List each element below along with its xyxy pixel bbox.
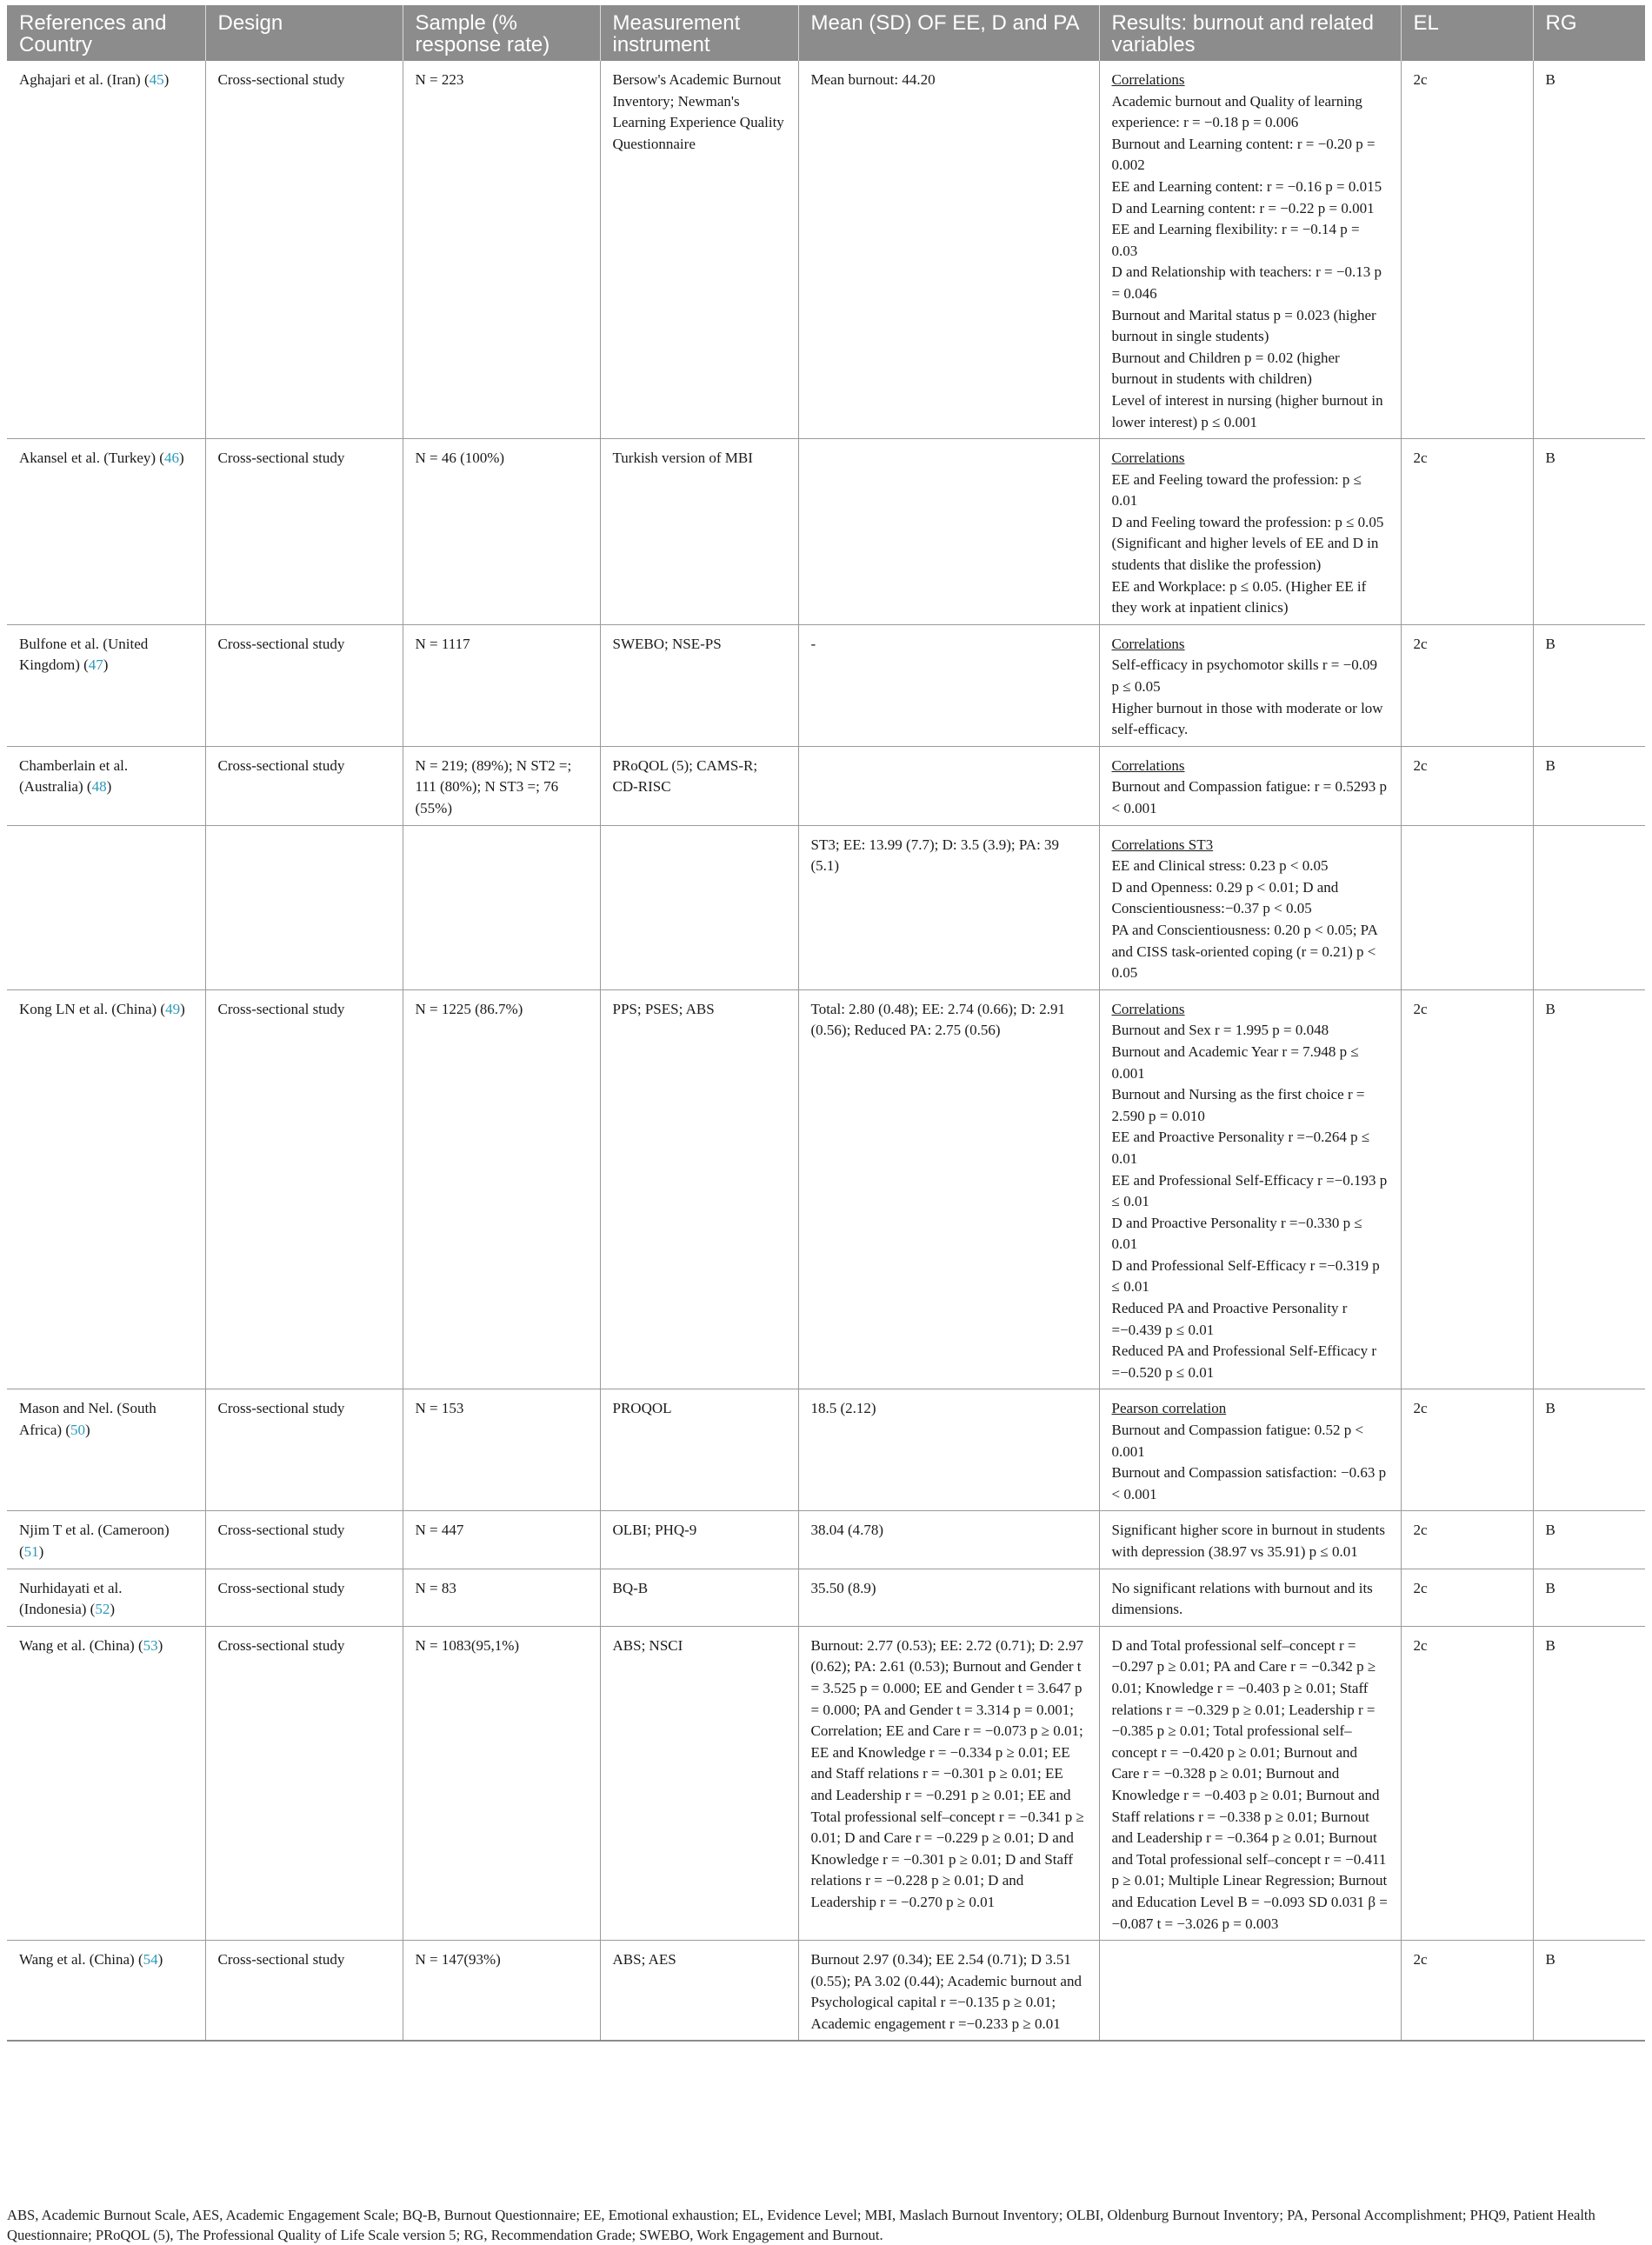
results-heading: Correlations — [1111, 450, 1185, 467]
reference-close: ) — [38, 1543, 44, 1560]
results-line: EE and Feeling toward the profession: p ≤ 0.01 — [1111, 470, 1362, 510]
results-table — [7, 5, 1645, 2042]
citation-link[interactable]: 47 — [88, 656, 103, 674]
evidence-level-cell: 2c — [1401, 61, 1533, 439]
reference-text: Akansel et al. (Turkey) ( — [19, 450, 164, 467]
results-cell — [1099, 1511, 1401, 1569]
evidence-level-cell: 2c — [1401, 439, 1533, 625]
sample-cell: N = 223 — [403, 61, 600, 439]
results-cell — [1099, 825, 1401, 989]
evidence-level-cell — [1401, 825, 1533, 989]
design-cell: Cross-sectional study — [205, 624, 403, 746]
table-row — [7, 1389, 1645, 1511]
reference-text: Aghajari et al. (Iran) ( — [19, 71, 150, 88]
design-cell: Cross-sectional study — [205, 746, 403, 825]
instrument-cell: PRoQOL (5); CAMS-R; CD-RISC — [600, 746, 798, 825]
table-row — [7, 1626, 1645, 1940]
reference-text: Bulfone et al. (United Kingdom) ( — [19, 635, 149, 674]
sample-cell: N = 147(93%) — [403, 1941, 600, 2042]
header-cell: RG — [1533, 5, 1645, 61]
reference-text: Kong LN et al. (China) ( — [19, 1000, 166, 1017]
reference-cell — [7, 1941, 205, 2042]
citation-link[interactable]: 52 — [95, 1601, 110, 1618]
results-heading: Correlations ST3 — [1111, 836, 1214, 853]
table-row — [7, 1569, 1645, 1626]
citation-link[interactable]: 51 — [23, 1543, 39, 1560]
results-line: Reduced PA and Proactive Personality r =−0.439 p ≤ 0.01 — [1111, 1300, 1348, 1338]
reference-close: ) — [106, 778, 112, 796]
reference-text: Nurhidayati et al. (Indonesia) ( — [19, 1579, 123, 1618]
evidence-level-cell: 2c — [1401, 1389, 1533, 1511]
reference-close: ) — [157, 1636, 163, 1654]
mean-cell: 35.50 (8.9) — [798, 1569, 1099, 1626]
results-line: Burnout and Marital status p = 0.023 (higher burnout in single students) — [1111, 306, 1376, 345]
evidence-level-cell: 2c — [1401, 989, 1533, 1389]
results-line: EE and Learning content: r = −0.16 p = 0.015 — [1111, 177, 1382, 195]
recommendation-grade-cell: B — [1533, 1941, 1645, 2042]
results-cell — [1099, 1389, 1401, 1511]
evidence-level-cell: 2c — [1401, 1511, 1533, 1569]
citation-link[interactable]: 50 — [70, 1422, 85, 1439]
results-line: Burnout and Compassion fatigue: r = 0.5293 p < 0.001 — [1111, 778, 1388, 816]
design-cell: Cross-sectional study — [205, 439, 403, 625]
sample-cell: N = 83 — [403, 1569, 600, 1626]
sample-cell: N = 219; (89%); N ST2 =; 111 (80%); N ST3 =; 76 (55%) — [403, 746, 600, 825]
instrument-cell: Bersow's Academic Burnout Inventory; Newman's Learning Experience Quality Questionnaire — [600, 61, 798, 439]
mean-cell: ST3; EE: 13.99 (7.7); D: 3.5 (3.9); PA: 39 (5.1) — [798, 825, 1099, 989]
results-line: Self-efficacy in psychomotor skills r = −0.09 p ≤ 0.05 — [1111, 656, 1377, 696]
sample-cell: N = 46 (100%) — [403, 439, 600, 625]
results-cell — [1099, 624, 1401, 746]
instrument-cell: OLBI; PHQ-9 — [600, 1511, 798, 1569]
instrument-cell: BQ-B — [600, 1569, 798, 1626]
results-line: Academic burnout and Quality of learning experience: r = −0.18 p = 0.006 — [1111, 92, 1362, 131]
reference-close: ) — [85, 1422, 90, 1439]
citation-link[interactable]: 48 — [91, 778, 107, 796]
instrument-cell: ABS; AES — [600, 1941, 798, 2042]
results-line: D and Professional Self-Efficacy r =−0.319 p ≤ 0.01 — [1111, 1256, 1380, 1296]
citation-link[interactable]: 45 — [149, 71, 164, 88]
reference-close: ) — [178, 450, 184, 467]
table-row — [7, 989, 1645, 1389]
evidence-level-cell: 2c — [1401, 746, 1533, 825]
header-cell: Design — [205, 5, 403, 61]
instrument-cell: ABS; NSCI — [600, 1626, 798, 1940]
sample-cell: N = 1225 (86.7%) — [403, 989, 600, 1389]
design-cell: Cross-sectional study — [205, 1511, 403, 1569]
reference-close: ) — [163, 71, 170, 88]
table-row — [7, 1941, 1645, 2042]
reference-cell — [7, 61, 205, 439]
results-cell — [1099, 439, 1401, 625]
reference-text: Njim T et al. (Cameroon) ( — [19, 1522, 170, 1560]
recommendation-grade-cell: B — [1533, 989, 1645, 1389]
mean-cell: Total: 2.80 (0.48); EE: 2.74 (0.66); D: 2.91 (0.56); Reduced PA: 2.75 (0.56) — [798, 989, 1099, 1389]
results-heading: Correlations — [1111, 71, 1185, 88]
reference-cell — [7, 1626, 205, 1940]
mean-cell — [798, 439, 1099, 625]
mean-cell: 18.5 (2.12) — [798, 1389, 1099, 1511]
results-line: Burnout and Academic Year r = 7.948 p ≤ 0.001 — [1111, 1043, 1359, 1082]
results-heading: Correlations — [1111, 756, 1185, 774]
reference-close: ) — [110, 1601, 115, 1618]
results-heading: Correlations — [1111, 635, 1185, 652]
reference-close: ) — [180, 1000, 185, 1017]
table-row — [7, 439, 1645, 625]
reference-text: Chamberlain et al. (Australia) ( — [19, 756, 129, 796]
reference-cell — [7, 1569, 205, 1626]
mean-cell: Mean burnout: 44.20 — [798, 61, 1099, 439]
mean-cell: Burnout 2.97 (0.34); EE 2.54 (0.71); D 3.51 (0.55); PA 3.02 (0.44); Academic burnout and Psychological capital r =−0.135 p ≥ 0.01; Academic engagement r =−0.233 p ≥ 0.01 — [798, 1941, 1099, 2042]
table-header-row — [7, 5, 1645, 61]
results-line: EE and Professional Self-Efficacy r =−0.193 p ≤ 0.01 — [1111, 1171, 1388, 1210]
instrument-cell: Turkish version of MBI — [600, 439, 798, 625]
results-heading: Pearson correlation — [1111, 1400, 1227, 1417]
results-line: D and Openness: 0.29 p < 0.01; D and Conscientiousness:−0.37 p < 0.05 — [1111, 878, 1339, 917]
mean-cell: 38.04 (4.78) — [798, 1511, 1099, 1569]
reference-close: ) — [103, 656, 109, 674]
mean-cell — [798, 746, 1099, 825]
reference-text: Wang et al. (China) ( — [19, 1636, 143, 1654]
results-line: EE and Workplace: p ≤ 0.05. (Higher EE if they work at inpatient clinics) — [1111, 577, 1367, 616]
results-line: EE and Proactive Personality r =−0.264 p ≤ 0.01 — [1111, 1129, 1370, 1167]
table-row — [7, 746, 1645, 825]
results-line: Reduced PA and Professional Self-Efficacy r =−0.520 p ≤ 0.01 — [1111, 1342, 1377, 1381]
reference-cell — [7, 989, 205, 1389]
results-cell — [1099, 989, 1401, 1389]
recommendation-grade-cell: B — [1533, 1626, 1645, 1940]
evidence-level-cell: 2c — [1401, 624, 1533, 746]
results-line: D and Total professional self–concept r = −0.297 p ≥ 0.01; PA and Care r = −0.342 p ≥ 0.01; Knowledge r = −0.403 p ≥ 0.01; Staff relations r = −0.329 p ≥ 0.01; Leadership r = −0.385 p ≥ 0.01; Total professional self–concept r = −0.420 p ≥ 0.01; Burnout and Care r = −0.328 p ≥ 0.01; Burnout and Knowledge r = −0.403 p ≥ 0.01; Burnout and Staff relations r = −0.338 p ≥ 0.01; Burnout and Leadership r = −0.364 p ≥ 0.01; Burnout and Total professional self–concept r = −0.411 p ≥ 0.01; Multiple Linear Regression; Burnout and Education Level B = −0.093 SD 0.031 β = −0.087 t = −3.026 p = 0.003 — [1111, 1636, 1388, 1932]
results-line: Significant higher score in burnout in students with depression (38.97 vs 35.91) p ≤ 0.01 — [1111, 1522, 1385, 1560]
evidence-level-cell: 2c — [1401, 1569, 1533, 1626]
results-line: EE and Learning flexibility: r = −0.14 p = 0.03 — [1111, 221, 1360, 259]
results-line: Higher burnout in those with moderate or low self-efficacy. — [1111, 699, 1383, 738]
instrument-cell — [600, 825, 798, 989]
results-line: Burnout and Nursing as the first choice r = 2.590 p = 0.010 — [1111, 1086, 1365, 1124]
results-line: Burnout and Children p = 0.02 (higher burnout in students with children) — [1111, 349, 1340, 388]
reference-text: Mason and Nel. (South Africa) ( — [19, 1400, 157, 1439]
instrument-cell: SWEBO; NSE-PS — [600, 624, 798, 746]
evidence-level-cell: 2c — [1401, 1626, 1533, 1940]
table-footnote: ABS, Academic Burnout Scale, AES, Academic Engagement Scale; BQ-B, Burnout Questionnaire; EE, Emotional exhaustion; EL, Evidence Level; MBI, Maslach Burnout Inventory; OLBI, Oldenburg Burnout Inventory; PA, Personal Accomplishment; PHQ9, Patient Health Questionnaire; PRoQOL (5), The Professional Quality of Life Scale version 5; RG, Recommendation Grade; SWEBO, Work Engagement and Burnout. — [7, 2207, 1595, 2243]
citation-link[interactable]: 53 — [143, 1636, 158, 1654]
results-line: Burnout and Compassion fatigue: 0.52 p < 0.001 — [1111, 1422, 1364, 1460]
results-line: Level of interest in nursing (higher burnout in lower interest) p ≤ 0.001 — [1111, 391, 1383, 430]
results-heading: Correlations — [1111, 1000, 1185, 1017]
design-cell: Cross-sectional study — [205, 1626, 403, 1940]
results-line: D and Proactive Personality r =−0.330 p ≤ 0.01 — [1111, 1214, 1362, 1253]
results-cell — [1099, 61, 1401, 439]
results-cell — [1099, 1626, 1401, 1940]
reference-text: Wang et al. (China) ( — [19, 1951, 143, 1969]
results-line: D and Relationship with teachers: r = −0.13 p = 0.046 — [1111, 263, 1382, 302]
sample-cell: N = 447 — [403, 1511, 600, 1569]
mean-cell: Burnout: 2.77 (0.53); EE: 2.72 (0.71); D: 2.97 (0.62); PA: 2.61 (0.53); Burnout and Gender t = 3.525 p = 0.000; EE and Gender t = 3.647 p = 0.000; PA and Gender t = 3.314 p = 0.001; Correlation; EE and Care r = −0.073 p ≥ 0.01; EE and Knowledge r = −0.334 p ≥ 0.01; EE and Staff relations r = −0.301 p ≥ 0.01; EE and Leadership r = −0.291 p ≥ 0.01; EE and Total professional self–concept r = −0.341 p ≥ 0.01; D and Care r = −0.229 p ≥ 0.01; D and Knowledge r = −0.301 p ≥ 0.01; D and Staff relations r = −0.228 p ≥ 0.01; D and Leadership r = −0.270 p ≥ 0.01 — [798, 1626, 1099, 1940]
results-line: D and Learning content: r = −0.22 p = 0.001 — [1111, 199, 1375, 217]
results-line: Burnout and Learning content: r = −0.20 p = 0.002 — [1111, 135, 1376, 174]
recommendation-grade-cell: B — [1533, 624, 1645, 746]
recommendation-grade-cell: B — [1533, 1511, 1645, 1569]
recommendation-grade-cell: B — [1533, 1569, 1645, 1626]
table-body — [7, 61, 1645, 2041]
results-cell — [1099, 746, 1401, 825]
header-cell: EL — [1401, 5, 1533, 61]
design-cell: Cross-sectional study — [205, 1941, 403, 2042]
results-line: D and Feeling toward the profession: p ≤ 0.05 (Significant and higher levels of EE and D in students that dislike the profession) — [1111, 513, 1384, 574]
recommendation-grade-cell: B — [1533, 439, 1645, 625]
results-line: EE and Clinical stress: 0.23 p < 0.05 — [1111, 857, 1329, 875]
design-cell — [205, 825, 403, 989]
sample-cell — [403, 825, 600, 989]
evidence-level-cell: 2c — [1401, 1941, 1533, 2042]
design-cell: Cross-sectional study — [205, 1389, 403, 1511]
recommendation-grade-cell: B — [1533, 61, 1645, 439]
results-line: Burnout and Compassion satisfaction: −0.63 p < 0.001 — [1111, 1464, 1387, 1502]
design-cell: Cross-sectional study — [205, 61, 403, 439]
results-cell — [1099, 1941, 1401, 2042]
recommendation-grade-cell — [1533, 825, 1645, 989]
citation-link[interactable]: 49 — [165, 1000, 181, 1017]
reference-cell — [7, 825, 205, 989]
recommendation-grade-cell: B — [1533, 1389, 1645, 1511]
results-line: Burnout and Sex r = 1.995 p = 0.048 — [1111, 1022, 1329, 1039]
instrument-cell: PROQOL — [600, 1389, 798, 1511]
reference-cell — [7, 624, 205, 746]
header-cell: Sample (% response rate) — [403, 5, 600, 61]
header-cell: Results: burnout and related variables — [1099, 5, 1401, 61]
header-cell: Mean (SD) OF EE, D and PA — [798, 5, 1099, 61]
header-cell: References and Country — [7, 5, 205, 61]
reference-close: ) — [157, 1951, 163, 1969]
reference-cell — [7, 1511, 205, 1569]
results-line: PA and Conscientiousness: 0.20 p < 0.05; PA and CISS task-oriented coping (r = 0.21) p < 0.05 — [1111, 921, 1377, 982]
reference-cell — [7, 439, 205, 625]
reference-cell — [7, 746, 205, 825]
table-row — [7, 624, 1645, 746]
sample-cell: N = 153 — [403, 1389, 600, 1511]
design-cell: Cross-sectional study — [205, 1569, 403, 1626]
reference-cell — [7, 1389, 205, 1511]
sample-cell: N = 1117 — [403, 624, 600, 746]
mean-cell: - — [798, 624, 1099, 746]
citation-link[interactable]: 54 — [143, 1951, 158, 1969]
results-line: No significant relations with burnout and its dimensions. — [1111, 1579, 1373, 1618]
recommendation-grade-cell: B — [1533, 746, 1645, 825]
table-row — [7, 61, 1645, 439]
citation-link[interactable]: 46 — [163, 450, 179, 467]
results-cell — [1099, 1569, 1401, 1626]
sample-cell: N = 1083(95,1%) — [403, 1626, 600, 1940]
table-row — [7, 1511, 1645, 1569]
header-cell: Measurement instrument — [600, 5, 798, 61]
instrument-cell: PPS; PSES; ABS — [600, 989, 798, 1389]
table-row — [7, 825, 1645, 989]
design-cell: Cross-sectional study — [205, 989, 403, 1389]
